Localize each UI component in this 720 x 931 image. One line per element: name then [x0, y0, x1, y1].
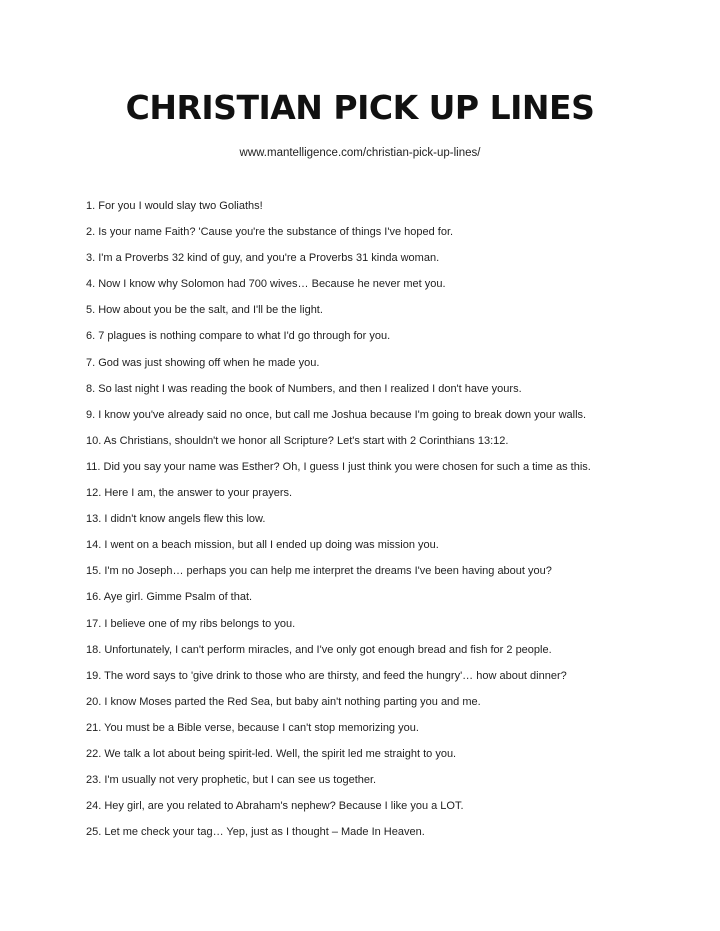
list-item: 6. 7 plagues is nothing compare to what I'd go through for you.: [86, 330, 391, 343]
list-item: 4. Now I know why Solomon had 700 wives… Because he never met you.: [86, 278, 446, 291]
source-url: www.mantelligence.com/christian-pick-up-lines/: [239, 147, 481, 159]
list-item: 22. We talk a lot about being spirit-led. Well, the spirit led me straight to you.: [86, 747, 457, 760]
list-item: 17. I believe one of my ribs belongs to you.: [86, 617, 296, 630]
list-item: 3. I'm a Proverbs 32 kind of guy, and you're a Proverbs 31 kinda woman.: [86, 252, 440, 265]
list-item: 23. I'm usually not very prophetic, but I can see us together.: [86, 774, 377, 787]
list-item: 15. I'm no Joseph… perhaps you can help me interpret the dreams I've been having about you?: [86, 565, 552, 578]
list-item: 24. Hey girl, are you related to Abraham's nephew? Because I like you a LOT.: [86, 800, 464, 813]
list-item: 9. I know you've already said no once, but call me Joshua because I'm going to break down your walls.: [86, 408, 587, 421]
list-item: 18. Unfortunately, I can't perform miracles, and I've only got enough bread and fish for 2 people.: [86, 643, 552, 656]
list-item: 16. Aye girl. Gimme Psalm of that.: [86, 591, 253, 604]
list-item: 10. As Christians, shouldn't we honor all Scripture? Let's start with 2 Corinthians 13:12.: [86, 434, 509, 447]
list-item: 12. Here I am, the answer to your prayers.: [86, 487, 293, 500]
list-item: 20. I know Moses parted the Red Sea, but baby ain't nothing parting you and me.: [86, 695, 481, 708]
pick-up-lines-list: [86, 199, 686, 851]
list-item: 19. The word says to 'give drink to those who are thirsty, and feed the hungry'… how about dinner?: [86, 669, 567, 682]
list-item: 2. Is your name Faith? 'Cause you're the substance of things I've hoped for.: [86, 226, 454, 239]
page-title: CHRISTIAN PICK UP LINES: [125, 88, 595, 127]
list-item: 8. So last night I was reading the book of Numbers, and then I realized I don't have yours.: [86, 382, 522, 395]
list-item: 1. For you I would slay two Goliaths!: [86, 200, 263, 212]
list-item: 11. Did you say your name was Esther? Oh, I guess I just think you were chosen for such a time as this.: [86, 460, 591, 473]
list-item: 5. How about you be the salt, and I'll be the light.: [86, 304, 323, 317]
list-item: 7. God was just showing off when he made you.: [86, 356, 320, 369]
list-item: 25. Let me check your tag… Yep, just as I thought – Made In Heaven.: [86, 826, 425, 839]
list-item: 14. I went on a beach mission, but all I ended up doing was mission you.: [86, 539, 439, 552]
list-item: 13. I didn't know angels flew this low.: [86, 513, 266, 526]
list-item: 21. You must be a Bible verse, because I can't stop memorizing you.: [86, 721, 419, 734]
